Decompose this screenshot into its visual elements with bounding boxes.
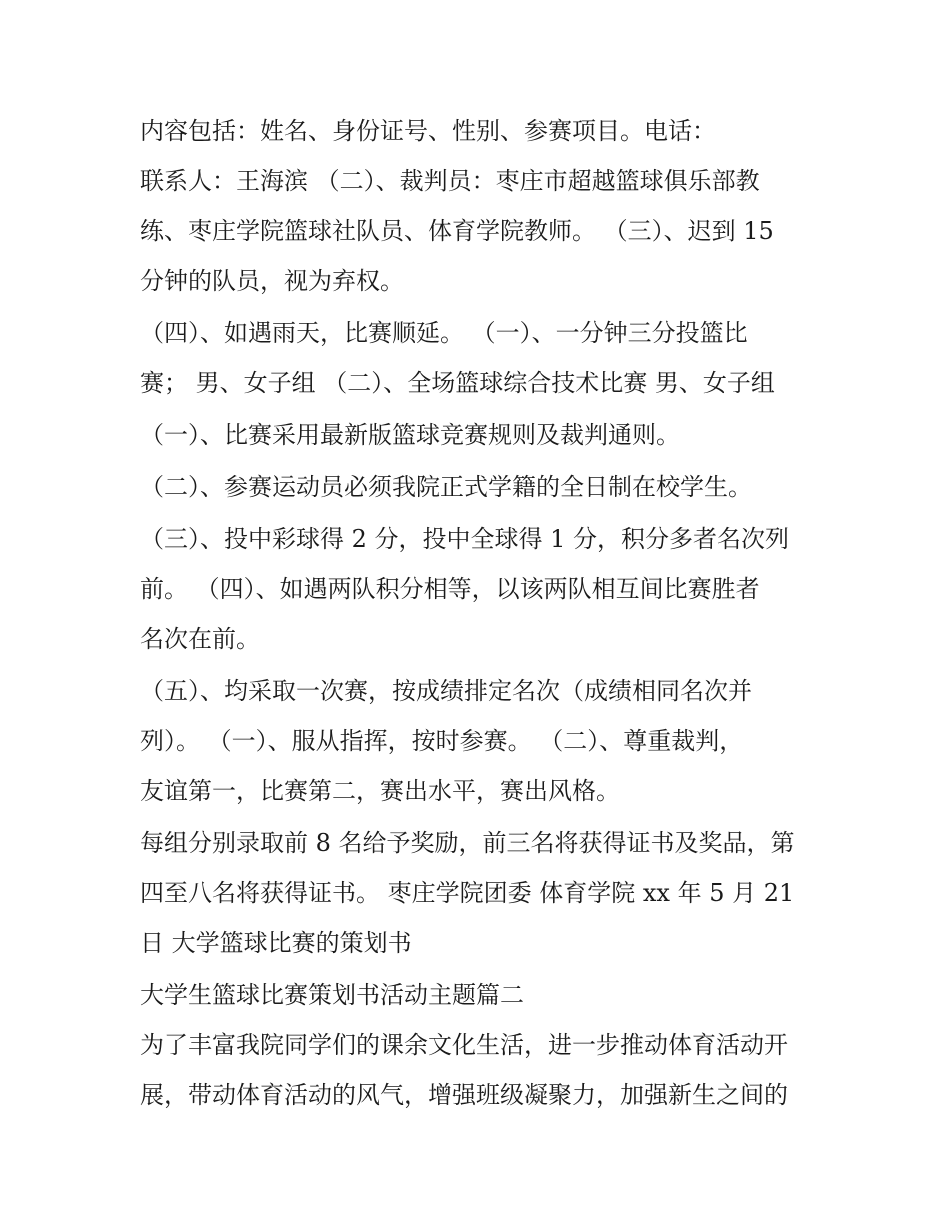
text-line: 大学生篮球比赛策划书活动主题篇二 <box>140 981 524 1009</box>
text-line: 赛； 男、女子组 （二）、全场篮球综合技术比赛 男、女子组 <box>140 369 775 397</box>
text-line: 友谊第一，比赛第二，赛出水平，赛出风格。 <box>140 777 620 805</box>
text-line: 列）。 （一）、服从指挥，按时参赛。 （二）、尊重裁判， <box>140 727 744 755</box>
text-line: （一）、比赛采用最新版篮球竞赛规则及裁判通则。 <box>140 421 680 449</box>
text-line: 前。 （四）、如遇两队积分相等，以该两队相互间比赛胜者 <box>140 575 760 603</box>
text-line: 四至八名将获得证书。 枣庄学院团委 体育学院 xx 年 5 月 21 <box>140 879 795 907</box>
document-body <box>140 112 820 1114</box>
text-line: 每组分别录取前 8 名给予奖励，前三名将获得证书及奖品，第 <box>140 829 795 857</box>
text-line: （五）、均采取一次赛，按成绩排定名次（成绩相同名次并 <box>140 677 752 705</box>
text-line: 日 大学篮球比赛的策划书 <box>140 929 412 957</box>
text-line: （三）、投中彩球得 2 分，投中全球得 1 分，积分多者名次列 <box>140 525 790 553</box>
text-line: 为了丰富我院同学们的课余文化生活，进一步推动体育活动开 <box>140 1031 788 1059</box>
text-line: 展，带动体育活动的风气，增强班级凝聚力，加强新生之间的 <box>140 1081 788 1109</box>
text-line: 联系人：王海滨 （二）、裁判员：枣庄市超越篮球俱乐部教 <box>140 167 760 195</box>
text-line: （二）、参赛运动员必须我院正式学籍的全日制在校学生。 <box>140 473 752 501</box>
text-line: 练、枣庄学院篮球社队员、体育学院教师。 （三）、迟到 15 <box>140 217 774 245</box>
text-line: （四）、如遇雨天，比赛顺延。 （一）、一分钟三分投篮比 <box>140 319 748 347</box>
text-line: 内容包括：姓名、身份证号、性别、参赛项目。电话： <box>140 117 716 145</box>
text-line: 名次在前。 <box>140 625 260 653</box>
text-line: 分钟的队员，视为弃权。 <box>140 267 404 295</box>
